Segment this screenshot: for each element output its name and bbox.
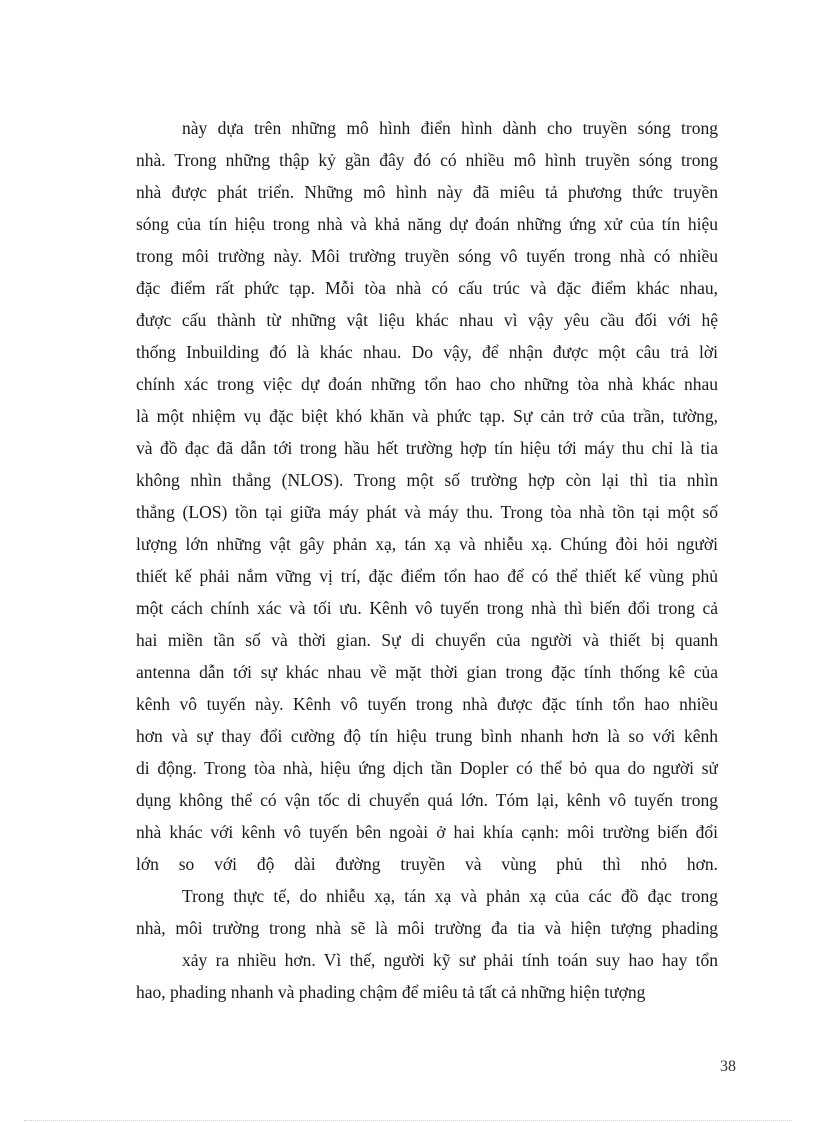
- text-line: trong môi trường này. Môi trường truyền sóng vô tuyến trong nhà có nhiều: [136, 246, 718, 266]
- text-line: nhà, môi trường trong nhà sẽ là môi trường đa tia và hiện tượng phading: [136, 918, 718, 938]
- text-line: là một nhiệm vụ đặc biệt khó khăn và phức tạp. Sự cản trở của trần, tường,: [136, 406, 718, 426]
- text-line: antenna dẫn tới sự khác nhau về mặt thời gian trong đặc tính thống kê của: [136, 662, 718, 682]
- body-text: [136, 112, 718, 1008]
- text-line: hai miền tần số và thời gian. Sự di chuyển của người và thiết bị quanh: [136, 630, 718, 650]
- text-line: một cách chính xác và tối ưu. Kênh vô tuyến trong nhà thì biến đổi trong cả: [136, 598, 718, 618]
- page-number: 38: [720, 1058, 736, 1075]
- text-line: đặc điểm rất phức tạp. Mỗi tòa nhà có cấu trúc và đặc điểm khác nhau,: [136, 278, 718, 298]
- text-line: sóng của tín hiệu trong nhà và khả năng dự đoán những ứng xử của tín hiệu: [136, 214, 718, 234]
- text-line: được cấu thành từ những vật liệu khác nhau vì vậy yêu cầu đối với hệ: [136, 310, 718, 330]
- text-line: không nhìn thẳng (NLOS). Trong một số trường hợp còn lại thì tia nhìn: [136, 470, 718, 490]
- text-line: chính xác trong việc dự đoán những tổn hao cho những tòa nhà khác nhau: [136, 374, 718, 394]
- text-line: Trong thực tế, do nhiễu xạ, tán xạ và phản xạ của các đồ đạc trong: [182, 886, 718, 906]
- text-line: này dựa trên những mô hình điển hình dành cho truyền sóng trong: [182, 118, 718, 138]
- text-line: thống Inbuilding đó là khác nhau. Do vậy, để nhận được một câu trả lời: [136, 342, 718, 362]
- text-line: lượng lớn những vật gây phản xạ, tán xạ và nhiễu xạ. Chúng đòi hỏi người: [136, 534, 718, 554]
- text-line: nhà được phát triển. Những mô hình này đã miêu tả phương thức truyền: [136, 182, 718, 202]
- text-line: thiết kế phải nắm vững vị trí, đặc điểm tổn hao để có thể thiết kế vùng phủ: [136, 566, 718, 586]
- text-line: hao, phading nhanh và phading chậm để miêu tả tất cả những hiện tượng: [136, 982, 646, 1002]
- text-line: dụng không thể có vận tốc di chuyển quá lớn. Tóm lại, kênh vô tuyến trong: [136, 790, 718, 810]
- text-line: lớn so với độ dài đường truyền và vùng phủ thì nhỏ hơn.: [136, 854, 718, 874]
- text-line: và đồ đạc đã dẫn tới trong hầu hết trường hợp tín hiệu tới máy thu chỉ là tia: [136, 438, 718, 458]
- text-line: kênh vô tuyến này. Kênh vô tuyến trong nhà được đặc tính tổn hao nhiều: [136, 694, 718, 714]
- text-line: xảy ra nhiều hơn. Vì thế, người kỹ sư phải tính toán suy hao hay tổn: [182, 950, 718, 970]
- text-line: nhà khác với kênh vô tuyến bên ngoài ở hai khía cạnh: môi trường biến đổi: [136, 822, 718, 842]
- text-line: di động. Trong tòa nhà, hiệu ứng dịch tần Dopler có thể bỏ qua do người sử: [136, 758, 718, 778]
- footer-divider: [24, 1120, 792, 1121]
- text-line: hơn và sự thay đổi cường độ tín hiệu trung bình nhanh hơn là so với kênh: [136, 726, 718, 746]
- text-line: nhà. Trong những thập kỷ gần đây đó có nhiều mô hình truyền sóng trong: [136, 150, 718, 170]
- text-line: thẳng (LOS) tồn tại giữa máy phát và máy thu. Trong tòa nhà tồn tại một số: [136, 502, 718, 522]
